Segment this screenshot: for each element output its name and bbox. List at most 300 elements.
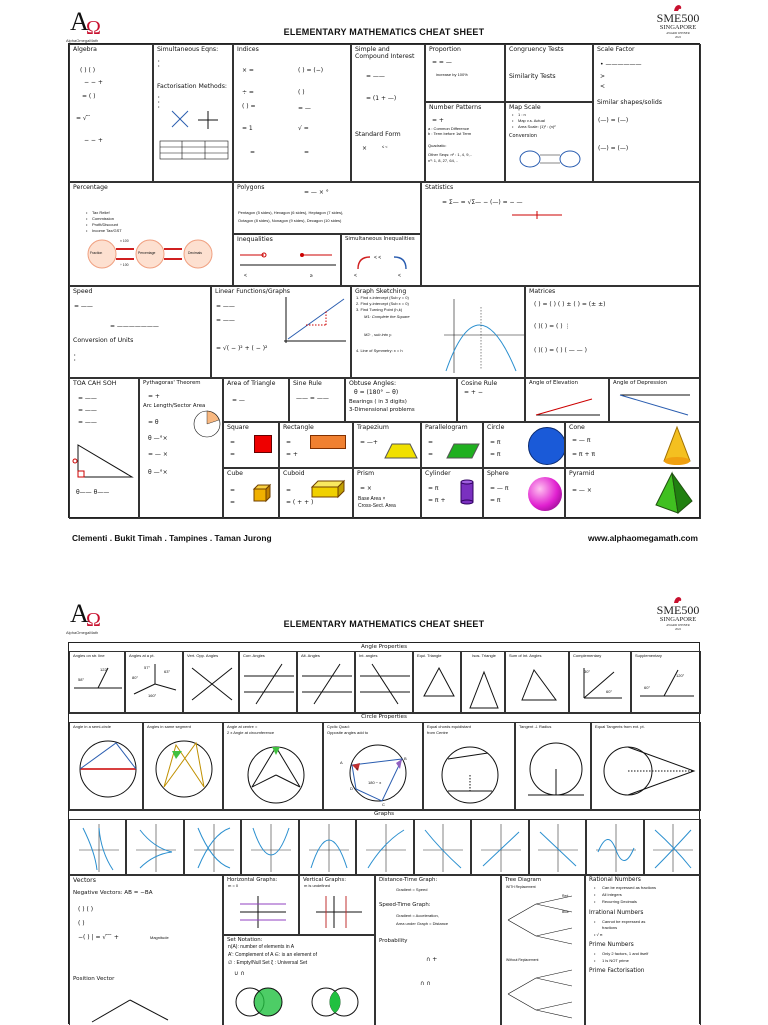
val-60: 60° [606,689,613,694]
algebra-cell: Algebra ( ) ( ) − − + = ( ) = √ ̄ ̄ − − + [69,44,153,182]
dt-line1: Gradient = Speed [396,887,428,892]
tree-diagram-with [506,890,582,950]
indices-title: Indices [237,46,259,53]
np-line3: Quadratic: [428,143,447,148]
interest-cell: Simple and Compound Interest = —— = (1 + —) Standard Form × ≤ < [351,44,425,182]
linear-cell: Linear Functions/Graphs = —— = —— = √( − )² + ( − )² [211,286,351,378]
circle-label-2: Angles in same segment [147,724,191,729]
polygons-title: Polygons [237,184,265,191]
val-122: 122° [100,667,109,672]
irrational-item-1: Cannot be expressed as [602,919,646,924]
circle-sub-4: Opposite angles add to [327,730,369,735]
area-triangle-title: Area of Triangle [227,380,276,387]
proportion-title: Proportion [429,46,461,53]
horizontal-title: Horizontal Graphs: [227,877,278,883]
statistics-title: Statistics [425,184,454,191]
graph-sketching-title: Graph Sketching [355,288,407,295]
set-line3: ∅ : Empty/Null Set ξ : Universal Set [228,960,308,966]
angle-label-7: Equi. Triangle [417,653,442,658]
distance-time-cell: Distance-Time Graph: Gradient = Speed Speed-Time Graph: Gradient = Acceleration, Area under Graph = Distance Probability ∩ + ∩ ∩ [375,875,501,1025]
proportion-note: increase by 100% [436,72,468,77]
speed-cell: Speed = —— = ——————— Conversion of Units • • [69,286,211,378]
supplementary-diagram [638,666,696,702]
svg-text:Ω: Ω [86,17,101,39]
circle-properties-row [69,722,701,811]
prime-fact-title: Prime Factorisation [589,968,645,974]
graph-sketch [77,822,121,874]
page-title: ELEMENTARY MATHEMATICS CHEAT SHEET [283,27,485,37]
cyclic-label-C: C [382,802,385,807]
simultaneous-cell: Simultaneous Eqns: • • Factorisation Methods: • • • [153,44,233,182]
np-line2: b : Term before 1st Term [428,131,472,136]
angle-label-6: Int. angles [359,653,378,658]
sine-rule-title: Sine Rule [293,380,322,387]
fraction-label: Fraction [90,251,103,255]
parallelogram-cell: Parallelogram = = [421,422,483,468]
simultaneous-inequalities-title: Simultaneous Inequalities [345,236,415,242]
circle-label-3: Angle at centre = [227,724,258,729]
algebra-title: Algebra [73,46,97,53]
map-scale-line1: 1 : n [518,112,526,117]
horizontal-graph-diagram [238,894,288,930]
circle-label-1: Angle in a semi-circle [73,724,112,729]
conversion-units-title: Conversion of Units [73,337,134,344]
equal-chords-diagram [438,741,502,805]
lion-icon [673,4,683,12]
prime-item-1: Only 2 factors, 1 and itself [602,951,649,956]
st-line2: Area under Graph = Distance [396,921,449,926]
rational-title: Rational Numbers [589,877,641,883]
graph-sketch-cell [586,819,643,875]
matrices-title: Matrices [529,288,556,295]
cube-cell: Cube = = [223,468,279,519]
distance-time-title: Distance-Time Graph: [379,877,438,883]
cyclic-label-B: B [404,756,407,761]
graph-sketch-cell [529,819,586,875]
angle-label-10: Complementary [573,653,602,658]
angles-at-point-cell [125,651,183,713]
cuboid-cell: Cuboid = = ( + + ) [279,468,353,519]
val-63: 63° [164,669,171,674]
graph-sketch [307,822,351,874]
angle-label-3: Vert. Opp. Angles [187,653,219,658]
angle-label-8: Isos. Triangle [472,653,496,658]
similar-shapes-title: Similar shapes/solids [597,99,662,106]
cyclic-quad-cell [323,722,423,810]
gs-step3a: M1: Complete the Square [364,314,410,319]
prism-cell: Prism = × Base Area × Cross-Sect. Area [353,468,421,519]
decimals-label: Decimals [188,251,202,255]
sme-year: 2022 [675,627,681,631]
polygons-line2: Octagon (8 sides), Nonagon (9 sides), Decagon (10 sides) [238,218,342,223]
circle-label-7: Equal Tangents from ext. pt. [595,724,645,729]
angle-centre-diagram [244,741,308,805]
set-line1: n(A): number of elements in A [228,944,295,950]
standard-form-range: ≤ < [382,144,388,149]
tree-diagram-without [506,964,582,1024]
svg-text:<: < [398,273,401,279]
circle-title: Circle [487,424,505,431]
vert-opp-cell [183,651,239,713]
tree-title: Tree Diagram [505,877,542,883]
np-line1: a : Common Difference [428,126,470,131]
svg-text:<: < [244,273,247,279]
irrational-item-2: fractions [602,925,618,930]
horizontal-graphs-cell [223,875,299,935]
prism-note-1: Base Area × [358,496,386,502]
logo-tagline: AlphaOmegaMath [66,38,99,43]
cyclic-label-supp: 180 − x [368,780,382,785]
svg-text:< <: < < [374,255,382,261]
parallelogram-shape [446,443,480,459]
graph-sketch-cell [184,819,241,875]
corr-angles-cell [239,651,297,713]
sheet-grid-2 [68,642,700,1024]
sphere-shape [528,477,562,511]
sphere-title: Sphere [487,470,509,477]
semi-circle-cell [69,722,143,810]
graph-sketch [192,822,236,874]
angle-centre-cell [223,722,323,810]
magnitude-label: Magnitude [150,935,169,940]
isos-triangle-diagram [468,670,500,710]
sme500-badge [650,596,706,630]
graph-sketch-cell [644,819,701,875]
square-title: Square [227,424,249,431]
depression-diagram [618,391,694,419]
circle-label-5: Equal chords equidistant [427,724,471,729]
square-cell: Square = = [223,422,279,468]
pyramid-title: Pyramid [569,470,595,477]
val-120: 120° [676,673,685,678]
circle-sub-5: from Centre [427,730,449,735]
graph-sketch-cell [126,819,183,875]
graph-sketch [651,822,695,874]
sme500-badge [650,4,706,38]
graph-sketch-cell [241,819,298,875]
graph-sketch [594,822,638,874]
tree-diagram-cell [501,875,585,1025]
vertical-title: Vertical Graphs: [303,877,347,883]
sme-title: SME500 [656,11,700,25]
trapezium-shape [384,443,418,459]
three-d-title: 3-Dimensional problems [349,407,415,413]
irrational-title: Irrational Numbers [589,910,644,916]
graphs-heading: Graphs [69,810,699,820]
circle-label-4: Cyclic Quad: [327,724,350,729]
graph-sketch [249,822,293,874]
val-57: 57° [144,665,151,670]
grouping-table [160,141,228,161]
equal-tangents-diagram [598,739,698,803]
area-triangle-cell: Area of Triangle = — [223,378,289,422]
angle-properties-row [69,651,701,714]
footer-website[interactable]: www.alphaomegamath.com [588,533,698,543]
graph-sketch [134,822,178,874]
val-58: 58° [78,677,85,682]
square-shape [254,435,272,453]
cosine-rule-cell: Cosine Rule = + − [457,378,525,422]
tree-blue: Blue [562,910,569,914]
congruency-cell [505,44,593,102]
percentage-item-2: Commission [92,216,115,221]
equi-triangle-diagram [422,666,456,698]
gs-step2: 2. Find y-intercept (Sub x = 0) [356,301,409,306]
simultaneous-inequalities-diagram [348,249,416,279]
scale-factor-title: Scale Factor [597,46,635,53]
rectangle-cell: Rectangle = = + [279,422,353,468]
graph-sketch [421,822,465,874]
gs-step3: 3. Find Turning Point (h,k) [356,307,403,312]
conversion-cycle-diagram [514,145,586,173]
times-100-label: × 100 [120,239,129,243]
st-line1: Gradient = Acceleration, [396,913,439,918]
cyclic-label-D: D [350,786,353,791]
trapezium-title: Trapezium [357,424,389,431]
rectangle-title: Rectangle [283,424,314,431]
semi-circle-diagram [76,737,140,801]
graphs-row [69,819,701,876]
parallelogram-title: Parallelogram [425,424,468,431]
vectors-title: Vectors [73,877,96,884]
percentage-item-1: Tax Relief [92,210,110,215]
similarity-title: Similarity Tests [509,73,556,80]
graph-sketch [364,822,408,874]
speed-time-title: Speed-Time Graph: [379,902,431,908]
negative-vectors-title: Negative Vectors: AB = −BA [73,890,153,896]
cuboid-title: Cuboid [283,470,305,477]
vert-opp-diagram [190,664,234,704]
quadratic-formula: = √ ̄ ̄ [76,115,91,122]
venn-diagrams [230,982,370,1022]
map-scale-line2: Map v.s. Actual [518,118,545,123]
mean-line [512,211,562,219]
graph-sketch-cell [414,819,471,875]
cross-method-diagram [168,109,220,131]
conversion-title: Conversion [509,133,538,139]
logo-tagline: AlphaOmegaMath [66,630,99,635]
rectangle-shape [310,435,346,449]
gs-step3b: M2: , sub into y. [364,332,392,337]
map-scale-cell: Map Scale • 1 : n • Map v.s. Actual • Area Scale: (1)² : (n)² Conversion [505,102,593,182]
sum-int-angles-cell [505,651,569,713]
inequalities-cell [233,234,341,286]
corr-angles-diagram [244,664,294,704]
linear-graph [276,295,348,343]
horizontal-note: m = 0 [228,883,239,888]
sheet-grid-1 [68,43,700,518]
set-notation-title: Set Notation: [227,937,263,943]
angle-label-1: Angles on str. line [73,653,105,658]
vectors-cell: Vectors Negative Vectors: AB = −BA ( ) ( ) ( ) −( ) | = √ ̄ ̄ ̄ + Magnitude Position Vector [69,875,223,1025]
set-notation-cell: Set Notation: n(A): number of elements in A A': Complement of A ∈: is an element of ∅ : Empty/Null Set ξ : Universal Set ∪ ∩ [223,935,375,1025]
indices-cell: Indices × = ( ) = (−) ÷ = ( ) ( ) = = — = 1 √ = = = [233,44,351,182]
pyramid-shape [654,471,694,515]
toa-title: TOA CAH SOH [73,380,117,387]
scale-factor-cell: Scale Factor • —————— > < Similar shapes/solids (—) = (—) (—) = (—) [593,44,701,182]
angle-properties-heading: Angle Properties [69,643,699,652]
vertical-graphs-cell [299,875,375,935]
divide-100-label: ÷ 100 [120,263,129,267]
number-patterns-title: Number Patterns [429,104,482,111]
proportion-cell: Proportion = = — increase by 100% [425,44,505,102]
cone-cell: Cone = — π = π + π [565,422,701,468]
cyclic-label-x: x [356,766,358,771]
circle-properties-heading: Circle Properties [69,713,699,723]
sphere-cell: Sphere = — π = π [483,468,565,519]
same-segment-cell [143,722,223,810]
percentage-title: Percentage [73,184,108,191]
cylinder-cell: Cylinder = π = π + [421,468,483,519]
toa-cell: TOA CAH SOH = —— = —— = —— θ—— θ—— [69,378,139,519]
isos-triangle-cell [461,651,505,713]
cylinder-shape [460,479,474,505]
tangent-radius-cell [515,722,591,810]
int-angles-cell [355,651,413,713]
pythagoras-cell: Pythagoras' Theorem = + Arc Length/Sector Area = θ θ —°× = — × θ —°× [139,378,223,519]
percentage-cell: Percentage • Tax Relief • Commission • Profit/Discount • Income Tax/GST Fraction Percentage Decimals × 100 ÷ 100 [69,182,233,286]
circle-sub-3: 2 x Angle at circumference [227,730,275,735]
prism-note-2: Cross-Sect. Area [358,503,396,509]
angle-label-2: Angles at a pt. [129,653,155,658]
supplementary-cell [631,651,701,713]
polygons-cell: Polygons = — × ° Pentagon (5 sides), Hexagon (6 sides), Heptagon (7 sides), Octagon (8 sides), Nonagon (9 sides), Decagon (10 sides) [233,182,421,234]
val-160: 160° [148,693,157,698]
np-line5: n³: 1, 8, 27, 64, .. [428,158,459,163]
rational-item-2: All integers [602,892,622,897]
graph-sketch-cell [471,819,528,875]
inequalities-title: Inequalities [237,236,273,243]
set-line2: A': Complement of A ∈: is an element of [228,952,317,958]
tree-red: Red [562,894,569,898]
page-title: ELEMENTARY MATHEMATICS CHEAT SHEET [283,619,485,629]
svg-text:A: A [70,7,89,36]
same-segment-diagram [152,737,216,801]
percentage-item-3: Profit/Discount [92,222,119,227]
tangent-radius-diagram [524,737,588,805]
percentage-item-4: Income Tax/GST [92,228,122,233]
int-angles-diagram [360,664,410,704]
sine-rule-cell: Sine Rule —— = —— [289,378,345,422]
vertical-note: m is undefined [304,883,331,888]
interest-title: Simple and Compound Interest [355,46,415,60]
depression-title: Angle of Depression [613,380,668,386]
alt-angles-diagram [302,664,352,704]
standard-form-title: Standard Form [355,131,401,138]
factorisation-title: Factorisation Methods: [157,83,228,90]
tree-without: Without Replacement [506,958,539,962]
map-scale-title: Map Scale [509,104,541,111]
svg-text:<: < [354,273,357,279]
cone-shape [662,425,692,467]
val-30: 30° [584,669,591,674]
obtuse-cell: Obtuse Angles: θ = (180° − θ) Bearings ( in 3 digits) 3-Dimensional problems [345,378,457,422]
sme-country: SINGAPORE [659,616,697,623]
graph-sketch [479,822,523,874]
prism-title: Prism [357,470,375,477]
map-scale-line3: Area Scale: (1)² : (n)² [518,124,556,129]
angle-label-4: Corr. Angles [243,653,265,658]
pythagoras-title: Pythagoras' Theorem [143,380,201,386]
statistics-cell: Statistics = Σ— = √Σ— − (—) = − — [421,182,701,286]
polygons-line1: Pentagon (5 sides), Hexagon (6 sides), Heptagon (7 sides), [238,210,344,215]
circle-shape [528,427,565,465]
arc-length-title: Arc Length/Sector Area [143,403,206,409]
prime-item-2: 1 is NOT prime [602,958,629,963]
algebra-line: − − + [84,137,103,144]
simultaneous-inequalities-cell [341,234,421,286]
sum-int-angles-diagram [516,666,560,702]
elevation-diagram [534,391,604,419]
lion-icon [673,596,683,604]
angle-label-11: Supplementary [635,653,662,658]
simultaneous-title: Simultaneous Eqns: [157,46,219,53]
sme-title: SME500 [656,603,700,617]
probability-title: Probability [379,938,408,944]
pyramid-cell: Pyramid = — × [565,468,701,519]
gs-step4: 4. Line of Symmetry: x = h [356,348,403,353]
sme-country: SINGAPORE [659,24,697,31]
bearings-title: Bearings ( in 3 digits) [349,399,407,405]
elevation-title: Angle of Elevation [529,380,579,386]
complementary-cell [569,651,631,713]
equal-tangents-cell [591,722,701,810]
graph-sketch [536,822,580,874]
vector-diagram [90,994,170,1024]
linear-title: Linear Functions/Graphs [215,288,291,295]
equal-chords-cell [423,722,515,810]
gs-step1: 1. Find x-intercept (Sub y = 0) [356,295,409,300]
svg-text:≥: ≥ [310,273,313,279]
depression-cell [609,378,701,422]
cheat-sheet-page-2 [0,586,768,1024]
vertical-graph-diagram [314,894,364,930]
circle-cell: Circle = π = π [483,422,565,468]
val-80: 80° [132,675,139,680]
matrices-cell: Matrices ( ) = ( ) ( ) ± ( ) = (± ±) ( )( ) = ( ) ⋮ ( )( ) = ( ) ( — — ) [525,286,701,378]
val-60b: 60° [644,685,651,690]
alt-angles-cell [297,651,355,713]
congruency-title: Congruency Tests [509,46,564,53]
graph-sketch-cell [299,819,356,875]
cyclic-quad-diagram [346,741,410,805]
graph-sketch-cell [69,819,126,875]
cone-title: Cone [569,424,585,431]
speed-title: Speed [73,288,93,295]
svg-text:Ω: Ω [86,609,101,631]
cube-shape [252,483,272,503]
sme-award: AWARD WINNER [666,623,690,627]
sector-diagram [192,409,222,439]
graph-sketch-cell [356,819,413,875]
parabola-graph [444,299,524,373]
equi-triangle-cell [413,651,461,713]
tree-with: WITH Replacement [506,885,536,889]
obtuse-title: Obtuse Angles: [349,380,397,387]
circle-label-6: Tangent ⊥ Radius [519,724,552,729]
svg-text:A: A [70,599,89,628]
rational-item-1: Can be expressed as fractions [602,885,657,890]
angle-label-5: Alt. Angles [301,653,320,658]
np-line4: Other Seqs: n² : 1, 4, 9,.. [428,152,472,157]
cyclic-label-A: A [340,760,343,765]
sme-award: AWARD WINNER [666,31,690,35]
prime-title: Prime Numbers [589,942,634,948]
rational-item-3: Recurring Decimals [602,899,637,904]
cosine-rule-title: Cosine Rule [461,380,498,387]
angles-str-line-cell [69,651,125,713]
elevation-cell [525,378,609,422]
